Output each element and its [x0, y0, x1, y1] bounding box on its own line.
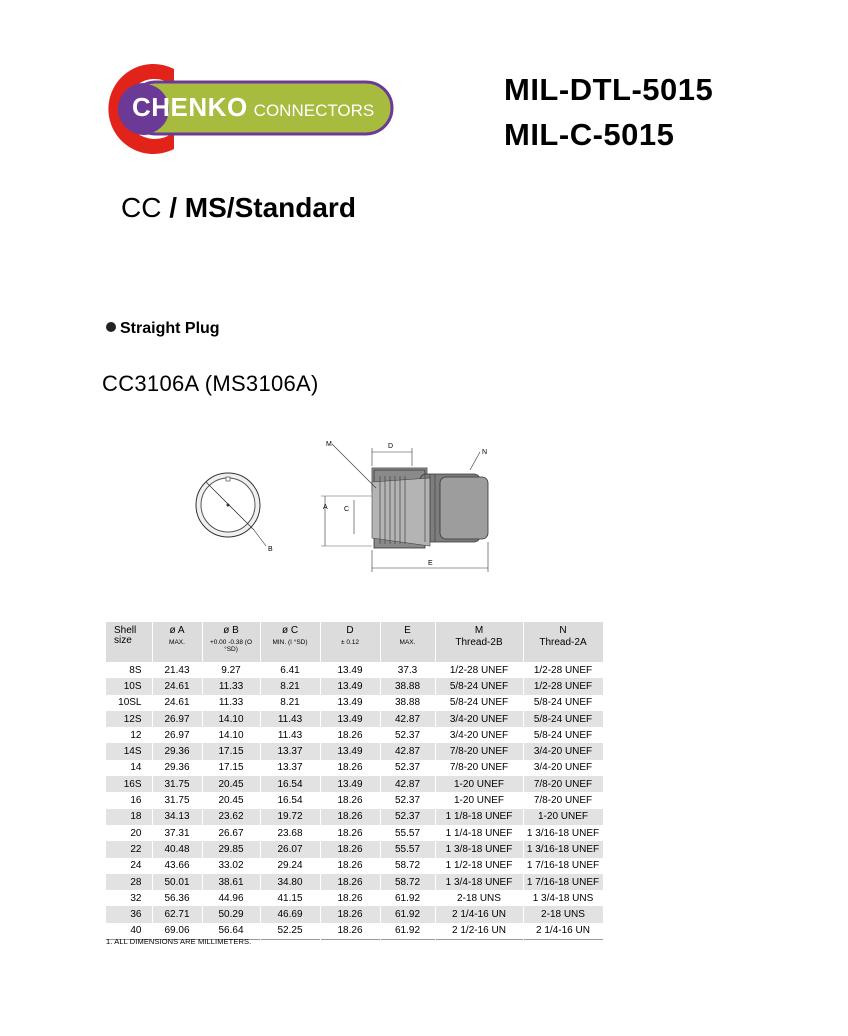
- table-cell: 18.26: [320, 906, 380, 922]
- table-cell: 1 3/4-18 UNS: [523, 890, 603, 906]
- table-row: [106, 727, 603, 743]
- table-cell: 52.37: [380, 809, 435, 825]
- table-row: [106, 890, 603, 906]
- label-c: C: [344, 506, 350, 513]
- header-shell-size: Shell size: [106, 622, 152, 662]
- table-cell: 50.01: [152, 874, 202, 890]
- table-cell: 29.36: [152, 760, 202, 776]
- table-row: [106, 678, 603, 694]
- table-cell: 13.49: [320, 662, 380, 678]
- table-cell: 1/2-28 UNEF: [435, 662, 523, 678]
- side-view: [321, 441, 488, 572]
- table-cell: 55.57: [380, 841, 435, 857]
- table-cell: 21.43: [152, 662, 202, 678]
- type-label-text: Straight Plug: [120, 320, 220, 337]
- table-row: [106, 874, 603, 890]
- table-cell: 1 3/8-18 UNEF: [435, 841, 523, 857]
- table-cell: 1-20 UNEF: [523, 809, 603, 825]
- table-cell: 5/8-24 UNEF: [523, 727, 603, 743]
- spec-title-2: MIL-C-5015: [504, 117, 675, 152]
- table-cell: 3/4-20 UNEF: [523, 760, 603, 776]
- table-cell: 18.26: [320, 792, 380, 808]
- table-cell: 7/8-20 UNEF: [523, 776, 603, 792]
- table-cell: 13.49: [320, 695, 380, 711]
- table-cell: 18.26: [320, 727, 380, 743]
- table-cell: 16: [106, 792, 152, 808]
- table-cell: 2-18 UNS: [523, 906, 603, 922]
- table-cell: 31.75: [152, 792, 202, 808]
- table-cell: 14: [106, 760, 152, 776]
- table-cell: 2 1/2-16 UN: [435, 923, 523, 940]
- table-cell: 41.15: [260, 890, 320, 906]
- table-cell: 17.15: [202, 743, 260, 759]
- table-cell: 13.49: [320, 743, 380, 759]
- table-row: [106, 792, 603, 808]
- table-cell: 5/8-24 UNEF: [435, 695, 523, 711]
- table-cell: 37.31: [152, 825, 202, 841]
- table-cell: 10S: [106, 678, 152, 694]
- table-cell: 50.29: [202, 906, 260, 922]
- table-body: [106, 662, 603, 940]
- table-cell: 9.27: [202, 662, 260, 678]
- table-cell: 18.26: [320, 809, 380, 825]
- bullet-icon: [106, 322, 116, 332]
- table-cell: 7/8-20 UNEF: [435, 743, 523, 759]
- table-cell: 23.68: [260, 825, 320, 841]
- table-cell: 69.06: [152, 923, 202, 940]
- table-cell: 16.54: [260, 792, 320, 808]
- label-b: B: [268, 546, 273, 553]
- table-cell: 52.37: [380, 792, 435, 808]
- label-m: M: [326, 441, 332, 448]
- table-cell: 18.26: [320, 890, 380, 906]
- table-cell: 8S: [106, 662, 152, 678]
- table-cell: 1 3/16-18 UNEF: [523, 825, 603, 841]
- table-cell: 1 3/4-18 UNEF: [435, 874, 523, 890]
- table-cell: 28: [106, 874, 152, 890]
- footnote: 1. ALL DIMENSIONS ARE MILLIMETERS.: [106, 937, 252, 946]
- table-cell: 16.54: [260, 776, 320, 792]
- table-cell: 6.41: [260, 662, 320, 678]
- table-cell: 24.61: [152, 678, 202, 694]
- header-m: M Thread-2B: [435, 622, 523, 662]
- table-row: [106, 841, 603, 857]
- table-cell: 26.07: [260, 841, 320, 857]
- table-cell: 20.45: [202, 792, 260, 808]
- table-cell: 1 7/16-18 UNEF: [523, 858, 603, 874]
- header-b: ø B +0.00 -0.38 (O °SD): [202, 622, 260, 662]
- table-cell: 2 1/4-16 UN: [435, 906, 523, 922]
- table-cell: 33.02: [202, 858, 260, 874]
- table-cell: 7/8-20 UNEF: [435, 760, 523, 776]
- logo-text: [132, 88, 374, 126]
- table-cell: 58.72: [380, 858, 435, 874]
- table-cell: 12: [106, 727, 152, 743]
- table-cell: 29.85: [202, 841, 260, 857]
- table-cell: 1-20 UNEF: [435, 776, 523, 792]
- header-e: E MAX.: [380, 622, 435, 662]
- table-row: [106, 662, 603, 678]
- table-cell: 55.57: [380, 825, 435, 841]
- table-cell: 38.88: [380, 695, 435, 711]
- table-cell: 3/4-20 UNEF: [523, 743, 603, 759]
- table-cell: 26.97: [152, 727, 202, 743]
- table-cell: 2 1/4-16 UN: [523, 923, 603, 940]
- table-cell: 38.61: [202, 874, 260, 890]
- table-row: [106, 906, 603, 922]
- table-cell: 7/8-20 UNEF: [523, 792, 603, 808]
- table-cell: 20.45: [202, 776, 260, 792]
- table-cell: 58.72: [380, 874, 435, 890]
- table-cell: 61.92: [380, 923, 435, 940]
- table-cell: 5/8-24 UNEF: [523, 695, 603, 711]
- table-cell: 11.43: [260, 711, 320, 727]
- table-cell: 20: [106, 825, 152, 841]
- table-cell: 18.26: [320, 874, 380, 890]
- table-cell: 42.87: [380, 711, 435, 727]
- table-cell: 34.13: [152, 809, 202, 825]
- table-cell: 40: [106, 923, 152, 940]
- table-cell: 23.62: [202, 809, 260, 825]
- table-cell: 8.21: [260, 695, 320, 711]
- table-cell: 38.88: [380, 678, 435, 694]
- table-cell: 37.3: [380, 662, 435, 678]
- table-cell: 18.26: [320, 841, 380, 857]
- table-cell: 52.25: [260, 923, 320, 940]
- table-cell: 3/4-20 UNEF: [435, 727, 523, 743]
- table-cell: 1 3/16-18 UNEF: [523, 841, 603, 857]
- table-cell: 18.26: [320, 825, 380, 841]
- table-cell: 26.97: [152, 711, 202, 727]
- table-cell: 13.37: [260, 760, 320, 776]
- table-cell: 26.67: [202, 825, 260, 841]
- table-row: [106, 809, 603, 825]
- series-title: [121, 192, 356, 224]
- table-cell: 5/8-24 UNEF: [435, 678, 523, 694]
- table-cell: 11.43: [260, 727, 320, 743]
- table-cell: 13.49: [320, 711, 380, 727]
- table-cell: 11.33: [202, 695, 260, 711]
- table-row: [106, 711, 603, 727]
- table-cell: 43.66: [152, 858, 202, 874]
- table-cell: 5/8-24 UNEF: [523, 711, 603, 727]
- table-cell: 56.64: [202, 923, 260, 940]
- table-cell: 29.36: [152, 743, 202, 759]
- table-cell: 1 1/4-18 UNEF: [435, 825, 523, 841]
- header-c: ø C MIN. (I °SD): [260, 622, 320, 662]
- table-cell: 1/2-28 UNEF: [523, 678, 603, 694]
- dimension-table: [106, 622, 604, 940]
- table-cell: 22: [106, 841, 152, 857]
- table-cell: 18.26: [320, 923, 380, 940]
- table-row: [106, 858, 603, 874]
- table-cell: 17.15: [202, 760, 260, 776]
- table-cell: 42.87: [380, 743, 435, 759]
- header-n: N Thread-2A: [523, 622, 603, 662]
- type-label: [106, 320, 220, 338]
- table-cell: 14S: [106, 743, 152, 759]
- table-cell: 8.21: [260, 678, 320, 694]
- logo-brand: CHENKO: [132, 92, 248, 122]
- table-cell: 40.48: [152, 841, 202, 857]
- table-cell: 16S: [106, 776, 152, 792]
- table-cell: 13.49: [320, 776, 380, 792]
- spec-title-1: MIL-DTL-5015: [504, 72, 714, 107]
- table-row: [106, 825, 603, 841]
- table-cell: 32: [106, 890, 152, 906]
- table-cell: 13.37: [260, 743, 320, 759]
- series-prefix: CC: [121, 192, 162, 223]
- table-header-row: [106, 622, 603, 662]
- label-d: D: [388, 443, 394, 450]
- table-cell: 56.36: [152, 890, 202, 906]
- table-cell: 31.75: [152, 776, 202, 792]
- table-row: [106, 760, 603, 776]
- header-a: ø A MAX.: [152, 622, 202, 662]
- table-cell: 1 1/8-18 UNEF: [435, 809, 523, 825]
- connector-drawing: [180, 430, 510, 580]
- series-rest: / MS/Standard: [161, 192, 356, 223]
- table-cell: 44.96: [202, 890, 260, 906]
- table-row: [106, 743, 603, 759]
- table-cell: 61.92: [380, 906, 435, 922]
- table-cell: 61.92: [380, 890, 435, 906]
- table-cell: 62.71: [152, 906, 202, 922]
- table-cell: 1/2-28 UNEF: [523, 662, 603, 678]
- label-a: A: [323, 504, 328, 511]
- table-cell: 11.33: [202, 678, 260, 694]
- table-row: [106, 695, 603, 711]
- table-cell: 1 7/16-18 UNEF: [523, 874, 603, 890]
- table-cell: 3/4-20 UNEF: [435, 711, 523, 727]
- label-n: N: [482, 449, 488, 456]
- table-cell: 2-18 UNS: [435, 890, 523, 906]
- table-cell: 14.10: [202, 727, 260, 743]
- table-cell: 18.26: [320, 858, 380, 874]
- table-cell: 24.61: [152, 695, 202, 711]
- table-cell: 42.87: [380, 776, 435, 792]
- front-view: [196, 473, 273, 553]
- table-cell: 1-20 UNEF: [435, 792, 523, 808]
- table-cell: 24: [106, 858, 152, 874]
- label-e: E: [428, 560, 433, 567]
- table-cell: 18.26: [320, 760, 380, 776]
- table-row: [106, 776, 603, 792]
- table-cell: 52.37: [380, 727, 435, 743]
- table-cell: 12S: [106, 711, 152, 727]
- part-title: CC3106A (MS3106A): [102, 371, 319, 396]
- table-cell: 52.37: [380, 760, 435, 776]
- table-cell: 36: [106, 906, 152, 922]
- table-cell: 13.49: [320, 678, 380, 694]
- table-cell: 19.72: [260, 809, 320, 825]
- table-cell: 46.69: [260, 906, 320, 922]
- table-cell: 18: [106, 809, 152, 825]
- table-cell: 1 1/2-18 UNEF: [435, 858, 523, 874]
- table-cell: 14.10: [202, 711, 260, 727]
- logo-sub: CONNECTORS: [253, 101, 375, 120]
- table-cell: 29.24: [260, 858, 320, 874]
- table-cell: 10SL: [106, 695, 152, 711]
- header-d: D ± 0.12: [320, 622, 380, 662]
- table-cell: 34.80: [260, 874, 320, 890]
